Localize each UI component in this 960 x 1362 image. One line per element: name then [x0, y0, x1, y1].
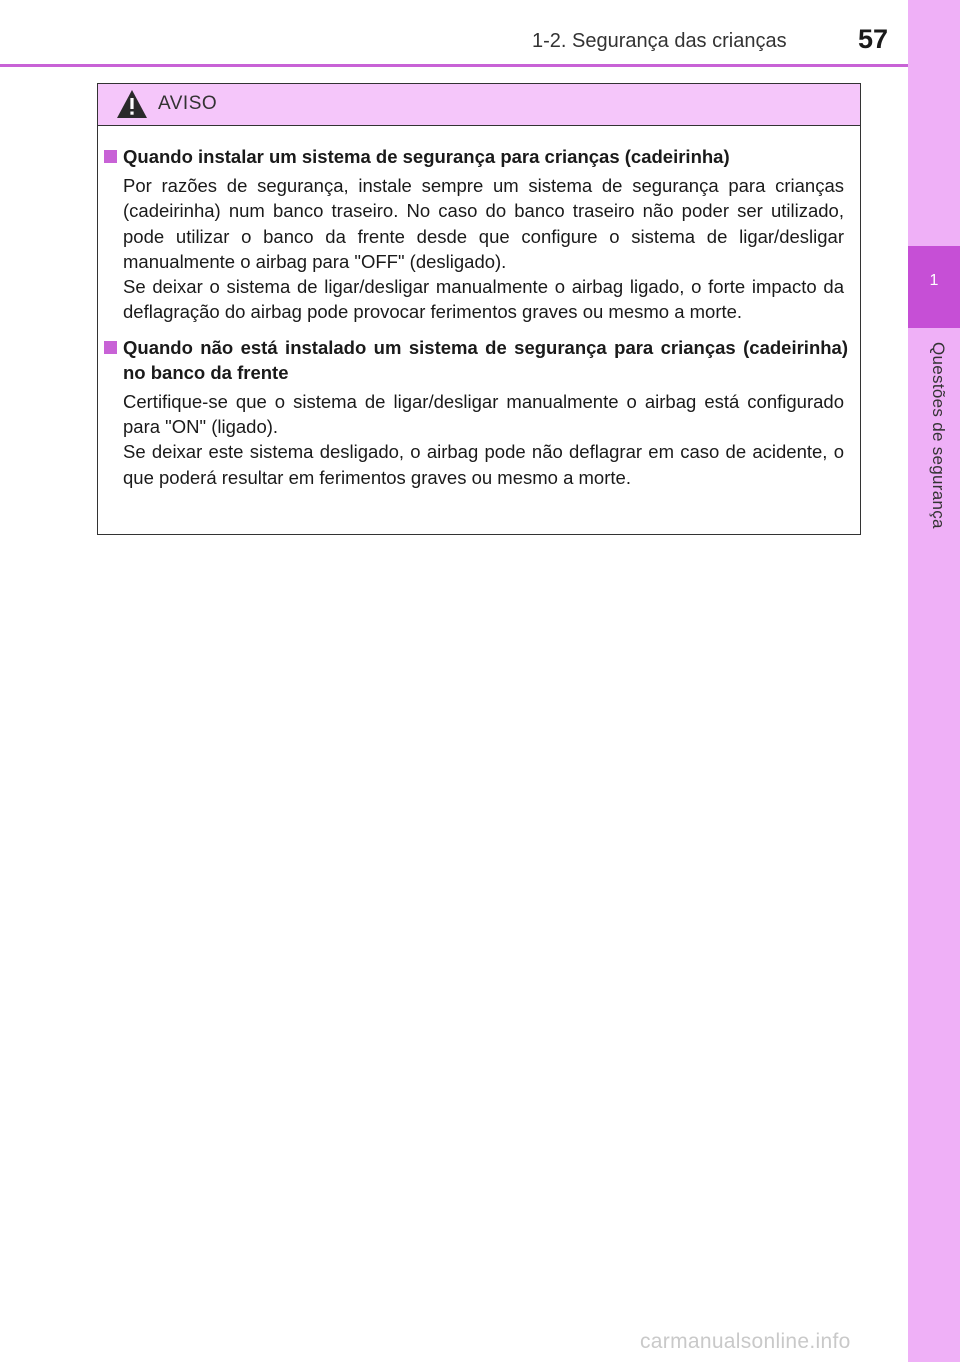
warning-item-heading [104, 335, 848, 385]
warning-item-paragraph: Se deixar o sistema de ligar/desligar manualmente o airbag ligado, o forte impacto da deflagração do airbag pode provocar ferimentos graves ou mesmo a morte. [123, 276, 844, 323]
warning-box [97, 83, 861, 535]
header-divider [0, 64, 908, 67]
warning-item [104, 335, 848, 490]
warning-item-paragraph: Se deixar este sistema desligado, o airbag pode não deflagrar em caso de acidente, o que poderá resultar em ferimentos graves ou mesmo a morte. [123, 441, 844, 488]
warning-item [104, 144, 848, 325]
page-number: 57 [858, 24, 889, 54]
warning-header [98, 84, 860, 126]
warning-item-heading-text: Quando instalar um sistema de segurança para crianças (cadeirinha) [123, 146, 730, 167]
chapter-number: 1 [929, 272, 939, 289]
warning-body [98, 126, 860, 490]
watermark-text: carmanualsonline.info [640, 1330, 851, 1353]
square-bullet-icon [104, 150, 117, 163]
chapter-side-tab [908, 0, 960, 1362]
warning-triangle-icon [116, 89, 148, 119]
chapter-number-box [908, 246, 960, 328]
chapter-title: Questões de segurança [929, 342, 948, 529]
warning-item-paragraph: Por razões de segurança, instale sempre um sistema de segurança para crianças (cadeirinha) num banco traseiro. No caso do banco traseiro não poder ser utilizado, pode utilizar o banco da frente desde que configure o sistema de ligar/desligar manualmente o airbag para "OFF" (desligado). [123, 175, 844, 272]
section-title: 1-2. Segurança das crianças [532, 30, 787, 52]
square-bullet-icon [104, 341, 117, 354]
warning-label: AVISO [158, 93, 218, 114]
warning-item-paragraph: Certifique-se que o sistema de ligar/desligar manualmente o airbag está configurado para "ON" (ligado). [123, 390, 844, 438]
warning-item-heading [104, 144, 848, 169]
warning-item-heading-text: Quando não está instalado um sistema de segurança para crianças (cadeirinha) no banco da frente [123, 336, 848, 383]
